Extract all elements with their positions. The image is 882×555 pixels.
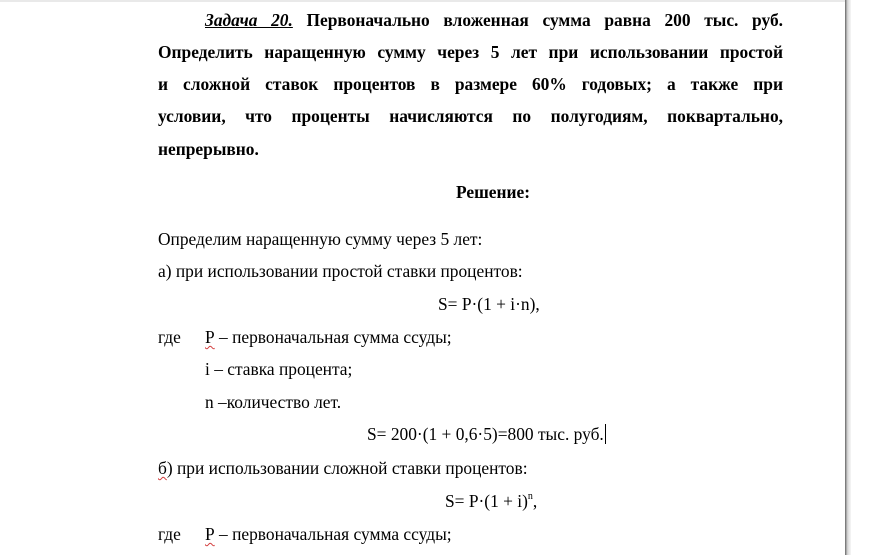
compound-label-letter: б <box>158 458 167 478</box>
where-label-2: где <box>158 524 181 544</box>
simple-rate-label: а) при использовании простой ставки процентов: <box>158 261 523 281</box>
compound-rate-formula <box>445 491 537 511</box>
definition-principal-2 <box>205 524 452 544</box>
solution-intro: Определим наращенную сумму через 5 лет: <box>158 229 483 249</box>
symbol-i: i <box>205 359 210 379</box>
definition-principal-text: – первоначальная сумма ссуды; <box>214 327 452 347</box>
task-line-4: условии, что проценты начисляются по полугодиям, поквартально, <box>158 106 783 126</box>
solution-heading: Решение: <box>456 182 531 202</box>
symbol-p: Р <box>205 327 215 347</box>
compound-rate-label <box>158 458 528 478</box>
task-line-2: Определить наращенную сумму через 5 лет при использовании простой <box>158 42 783 62</box>
task-line-5: непрерывно. <box>158 139 259 159</box>
definition-rate-text: – ставка процента; <box>209 359 353 379</box>
compound-label-text: ) при использовании сложной ставки процентов: <box>166 458 528 478</box>
task-line-1 <box>205 10 783 30</box>
compound-formula-end: , <box>532 491 538 511</box>
page-top-edge <box>0 0 845 2</box>
task-line-1-text: Первоначально вложенная сумма равна 200 тыс. руб. <box>306 10 783 30</box>
compound-formula-exponent: n <box>527 491 533 503</box>
workspace-background <box>851 0 882 555</box>
definition-rate <box>205 359 352 379</box>
definition-years <box>205 392 341 412</box>
task-number: Задача 20. <box>205 10 293 30</box>
symbol-p-2: Р <box>205 524 215 544</box>
text-cursor <box>605 424 606 444</box>
symbol-n: n <box>205 392 214 412</box>
simple-rate-formula: S= P·(1 + i·n), <box>438 294 540 314</box>
definition-principal <box>205 327 452 347</box>
definition-years-text: –количество лет. <box>213 392 342 412</box>
simple-rate-calculation-text: S= 200·(1 + 0,6·5)=800 тыс. руб. <box>367 424 604 444</box>
simple-rate-calculation <box>367 424 606 444</box>
where-label: где <box>158 327 181 347</box>
definition-principal-2-text: – первоначальная сумма ссуды; <box>214 524 452 544</box>
compound-formula-base: S= P·(1 + i) <box>445 491 528 511</box>
task-line-3: и сложной ставок процентов в размере 60% годовых; а также при <box>158 74 783 94</box>
